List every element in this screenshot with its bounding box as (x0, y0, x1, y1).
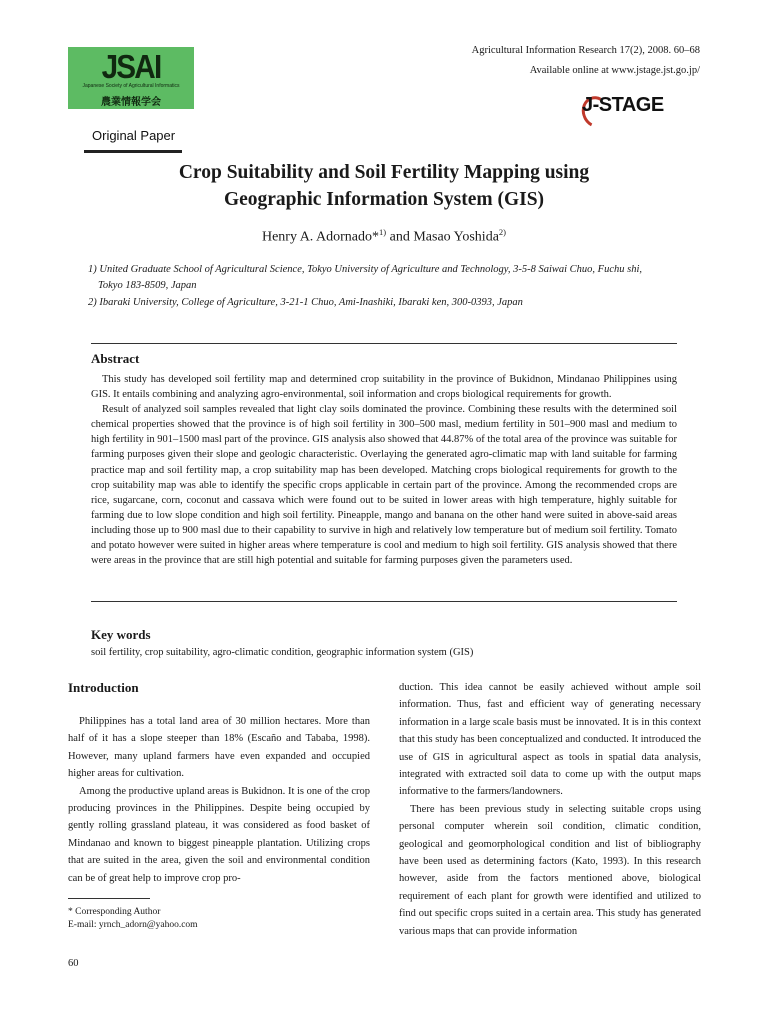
left-column (68, 713, 370, 887)
jsai-logo (68, 47, 194, 109)
journal-reference: Agricultural Information Research 17(2), 2008. 60–68 (471, 45, 700, 56)
logo-japanese: 農業情報学会 (101, 97, 161, 108)
abstract-top-rule (91, 343, 677, 344)
abstract-paragraph-1: This study has developed soil fertility map and determined crop suitability in the province of Bukidnon, Mindanao Philippines using GIS. It entails combining and analyzing agro-environmental, soil information and crops biological requirements for growth. (91, 374, 677, 401)
footnote (68, 906, 198, 932)
jstage-logo (574, 92, 674, 126)
corresponding-author-note: * Corresponding Author (68, 907, 161, 917)
paper-type-label (84, 124, 182, 153)
author-conjunction: and (386, 229, 414, 245)
intro-paragraph-1: Philippines has a total land area of 30 million hectares. More than half of it has a slope steeper than 18% (Escaño and Tababa, 1998). However, many upland farmers have even expanded and occupied higher areas for cultivation. (68, 716, 370, 780)
authors (0, 227, 768, 246)
intro-paragraph-4: There has been previous study in selecting suitable crops using personal computer wherein soil condition, climatic condition, geological and geomorphological condition and list of bibliography have been used as determining factors (Kato, 1993). In this research however, aside from the factors mentioned above, biological requirement of each plant for growth were identified and utilized to find out specific crops suited in a certain area. This study has generated various maps that can provide information (399, 803, 701, 937)
journal-url: Available online at www.jstage.jst.go.jp/ (529, 65, 700, 76)
affiliation-1 (88, 262, 688, 294)
logo-text: JSAI (101, 48, 161, 85)
author-2: Masao Yoshida (413, 229, 499, 245)
abstract-body (91, 372, 677, 568)
abstract-bottom-rule (91, 601, 677, 602)
author-1-affiliation: 1) (379, 227, 387, 237)
jstage-logo-text: J-STAGE (582, 94, 664, 116)
paper-type-text: Original Paper (92, 128, 176, 143)
abstract-paragraph-2: Result of analyzed soil samples revealed that light clay soils dominated the province. Combining these results with the determined soil chemical properties showed that the province is of high soil fertility in 300–500 masl, medium fertility in 501–900 masl and medium to high fertility in 901–1500 masl part of the province. GIS analysis also showed that 44.87% of the total area of the province was suitable for farming purposes given their slope and geologic characteristic. Overlaying the generated agro-climatic map with land suitable for farming practice map and soil fertility map, a crop suitability map has been developed. Matching crops biological requirements for growth to the crop suitability map was able to identify the specific crops applicable in certain part of the province. Among the recommended crops are rice, sugarcane, corn, coconut and cassava which were found out to be suited in lower areas with high temperature, highly suitable for farming due to low slope condition and high soil fertility. Pineapple, mango and banana on the other hand were suited in above-said areas including those up to 900 masl due to their capability to survive in high and relatively low temperature but of medium soil fertility. Tomato and potato however were suited in higher areas where temperature is cool and medium to high soil fertility. GIS analysis showed that there were areas in the province that are still high potential and suitable for farming purposes given the parameters used. (91, 404, 677, 567)
author-1: Henry A. Adornado* (261, 229, 380, 245)
affiliation-2: 2) Ibaraki University, College of Agriculture, 3-21-1 Chuo, Ami-Inashiki, Ibaraki ken, 300-0393, Japan (88, 297, 523, 308)
corresponding-email: E-mail: yrnch_adorn@yahoo.com (68, 920, 198, 930)
affiliation-1-line-1: 1) United Graduate School of Agricultural Science, Tokyo University of Agriculture and Technology, 3-5-8 Saiwai Chuo, Fuchu shi, (88, 264, 643, 275)
footnote-rule (68, 898, 150, 899)
intro-paragraph-2: Among the productive upland areas is Bukidnon. It is one of the crop producing provinces in the Philippines. Despite being occupied by gently rolling grassland plateau, it was considered as food basket of Mindanao and known to biggest pineapple plantation. Utilizing crops that are suited in the area, given the soil and environmental condition can be of great help to improve crop pro- (68, 785, 370, 884)
keywords-heading: Key words (91, 627, 151, 642)
abstract-heading: Abstract (91, 351, 140, 366)
affiliation-1-line-2: Tokyo 183-8509, Japan (98, 280, 197, 291)
author-2-affiliation: 2) (498, 227, 507, 237)
keywords-text: soil fertility, crop suitability, agro-climatic condition, geographic information system (GIS) (91, 647, 474, 658)
paper-title (0, 159, 768, 213)
title-line-2: Geographic Information System (GIS) (223, 189, 545, 210)
intro-paragraph-3: duction. This idea cannot be easily achieved without ample soil information. Thus, fast and efficient way of generating necessary information in a large scale basis must be innovated. It is in this context that this study has been conceptualized and conducted. It introduced the use of GIS in agricultural aspect as tools in spatial data analysis, integrated with extracted soil data to come up with the output maps informative to the farmers/landowners. (399, 682, 701, 798)
title-line-1: Crop Suitability and Soil Fertility Mapping using (178, 162, 590, 183)
logo-society: Japanese Society of Agricultural Informatics (82, 83, 180, 89)
right-column (399, 679, 701, 940)
introduction-heading: Introduction (68, 680, 139, 695)
page-number: 60 (68, 958, 79, 969)
